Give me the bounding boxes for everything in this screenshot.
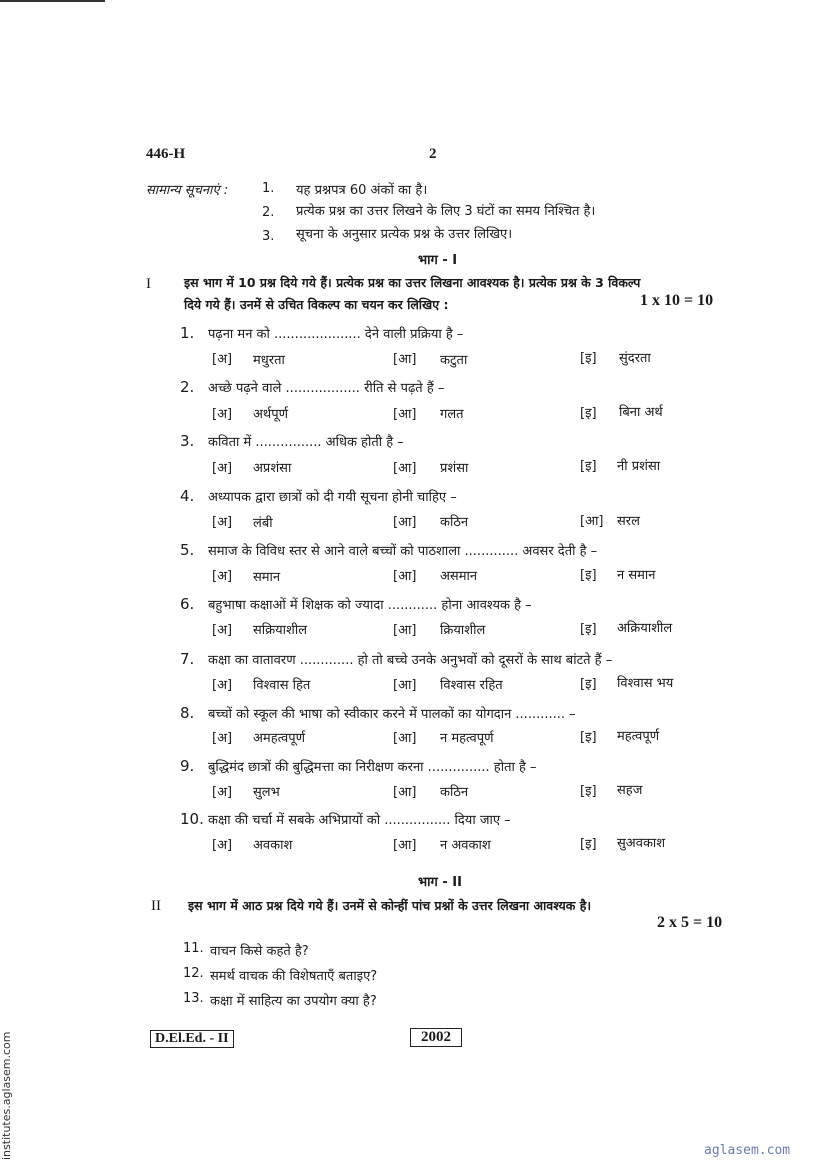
instruction-num: 3.: [262, 229, 275, 244]
option-text: अवकाश: [253, 838, 293, 853]
option-label: [अ]: [212, 461, 233, 476]
question-text: बुद्धिमंद छात्रों की बुद्धिमत्ता का निरीक्षण करना ............... होता है –: [208, 760, 537, 775]
question-number: 5.: [180, 541, 195, 559]
instruction-text: प्रत्येक प्रश्न का उत्तर लिखने के लिए 3 घंटों का समय निश्चित है।: [296, 204, 596, 219]
option-label: [आ]: [393, 785, 417, 800]
option-label: [अ]: [212, 785, 233, 800]
option-text: अप्रशंसा: [253, 461, 292, 476]
question-text: कक्षा में साहित्य का उपयोग क्या है?: [210, 994, 377, 1009]
part1-instruction-line2: दिये गये हैं। उनमें से उचित विकल्प का चयन कर लिखिए :: [184, 297, 449, 312]
instruction-text: यह प्रश्नपत्र 60 अंकों का है।: [296, 183, 428, 198]
option-label: [इ]: [580, 677, 597, 692]
side-watermark: institutes.aglasem.com: [0, 1031, 13, 1160]
option-label: [अ]: [212, 731, 233, 746]
option-label: [इ]: [580, 459, 597, 474]
question-text: कक्षा का वातावरण ............. हो तो बच्चे उनके अनुभवों को दूसरों के साथ बांटते हैं –: [208, 653, 613, 668]
question-number: 4.: [180, 487, 195, 505]
question-number: 12.: [183, 966, 204, 981]
instruction-num: 1.: [262, 181, 275, 196]
option-text: अक्रियाशील: [617, 621, 673, 636]
option-text: न समान: [617, 568, 656, 583]
option-text: लंबी: [253, 516, 273, 531]
option-label: [आ]: [580, 514, 604, 529]
option-label: [आ]: [393, 731, 417, 746]
option-text: सुंदरता: [619, 351, 651, 366]
question-text: वाचन किसे कहते है?: [210, 944, 309, 959]
question-text: समर्थ वाचक की विशेषताएँ बताइए?: [210, 969, 378, 984]
question-text: कविता में ................ अधिक होती है –: [208, 435, 404, 450]
option-label: [आ]: [393, 461, 417, 476]
option-text: गलत: [440, 407, 464, 422]
option-text: कठिन: [440, 515, 469, 530]
course-code-box: D.El.Ed. - II: [150, 1030, 234, 1048]
question-number: 2.: [180, 378, 195, 396]
question-text: पढ़ना मन को ..................... देने वाली प्रक्रिया है –: [208, 327, 464, 342]
option-text: न महत्वपूर्ण: [440, 731, 494, 746]
option-label: [इ]: [580, 351, 597, 366]
top-rule: [0, 0, 105, 2]
part1-instruction-line1: इस भाग में 10 प्रश्न दिये गये हैं। प्रत्येक प्रश्न का उत्तर लिखना आवश्यक है। प्रत्येक प्रश्न के 3 विकल्प: [184, 275, 641, 290]
option-text: न अवकाश: [440, 838, 491, 853]
option-text: असमान: [440, 569, 478, 584]
option-label: [इ]: [580, 730, 597, 745]
option-label: [आ]: [393, 407, 417, 422]
instruction-text: सूचना के अनुसार प्रत्येक प्रश्न के उत्तर लिखिए।: [296, 227, 513, 242]
option-text: क्रियाशील: [440, 623, 486, 638]
question-number: 10.: [180, 810, 204, 828]
option-label: [अ]: [212, 515, 233, 530]
option-text: सुअवकाश: [617, 836, 666, 851]
option-text: कटुता: [440, 353, 468, 368]
option-label: [आ]: [393, 515, 417, 530]
instruction-num: 2.: [262, 205, 275, 220]
question-number: 13.: [183, 991, 204, 1006]
option-text: सरल: [617, 514, 640, 529]
question-text: बच्चों को स्कूल की भाषा को स्वीकार करने में पालकों का योगदान ............ –: [208, 707, 576, 722]
year-box: 2002: [410, 1028, 462, 1047]
option-text: सुलभ: [253, 785, 280, 800]
option-text: सक्रियाशील: [253, 623, 308, 638]
option-label: [इ]: [580, 568, 597, 583]
question-number: 8.: [180, 704, 195, 722]
instructions-label: सामान्य सूचनाएं :: [146, 183, 229, 198]
option-label: [आ]: [393, 569, 417, 584]
part2-roman: II: [151, 898, 161, 914]
option-text: अमहत्वपूर्ण: [253, 731, 306, 746]
question-number: 6.: [180, 595, 195, 613]
part2-marks: 2 x 5 = 10: [657, 914, 723, 931]
question-text: समाज के विविध स्तर से आने वाले बच्चों को पाठशाला ............. अवसर देती है –: [208, 544, 598, 559]
part1-marks: 1 x 10 = 10: [640, 292, 714, 309]
question-number: 11.: [183, 941, 204, 956]
option-text: कठिन: [440, 785, 469, 800]
option-text: नी प्रशंसा: [617, 459, 661, 474]
question-text: अध्यापक द्वारा छात्रों को दी गयी सूचना होनी चाहिए –: [208, 490, 457, 505]
option-label: [अ]: [212, 623, 233, 638]
question-number: 1.: [180, 324, 195, 342]
option-text: सहज: [617, 783, 643, 798]
page-number: 2: [429, 146, 437, 162]
part1-roman: I: [146, 276, 151, 292]
option-label: [अ]: [212, 407, 233, 422]
option-text: विश्वास भय: [617, 676, 674, 691]
option-label: [आ]: [393, 838, 417, 853]
option-label: [अ]: [212, 838, 233, 853]
question-text: अच्छे पढ़ने वाले .................. रीति से पढ़ते हैं –: [208, 381, 445, 396]
question-number: 9.: [180, 757, 195, 775]
option-text: महत्वपूर्ण: [617, 729, 660, 744]
option-text: अर्थपूर्ण: [253, 407, 289, 422]
option-text: प्रशंसा: [440, 461, 469, 476]
option-text: समान: [253, 570, 281, 585]
question-text: कक्षा की चर्चा में सबके अभिप्रायों को ................ दिया जाए –: [208, 813, 511, 828]
option-label: [अ]: [212, 569, 233, 584]
part2-instruction: इस भाग में आठ प्रश्न दिये गये हैं। उनमें से कोन्हीं पांच प्रश्नों के उत्तर लिखना आवश्यक है।: [188, 898, 592, 913]
option-label: [आ]: [393, 678, 417, 693]
part2-heading: भाग - II: [418, 875, 462, 890]
option-label: [इ]: [580, 406, 597, 421]
question-number: 3.: [180, 432, 195, 450]
option-label: [इ]: [580, 784, 597, 799]
option-label: [आ]: [393, 623, 417, 638]
option-text: मधुरता: [253, 353, 285, 368]
option-label: [अ]: [212, 352, 233, 367]
option-label: [इ]: [580, 622, 597, 637]
option-label: [इ]: [580, 837, 597, 852]
option-text: विश्वास रहित: [440, 678, 503, 693]
paper-code: 446-H: [146, 146, 186, 162]
watermark: aglasem.com: [704, 1143, 791, 1158]
question-number: 7.: [180, 650, 195, 668]
option-label: [आ]: [393, 352, 417, 367]
option-text: बिना अर्थ: [619, 405, 663, 420]
part1-heading: भाग - I: [418, 253, 458, 268]
question-text: बहुभाषा कक्षाओं में शिक्षक को ज्यादा ............ होना आवश्यक है –: [208, 598, 532, 613]
option-text: विश्वास हित: [253, 678, 311, 693]
option-label: [अ]: [212, 678, 233, 693]
